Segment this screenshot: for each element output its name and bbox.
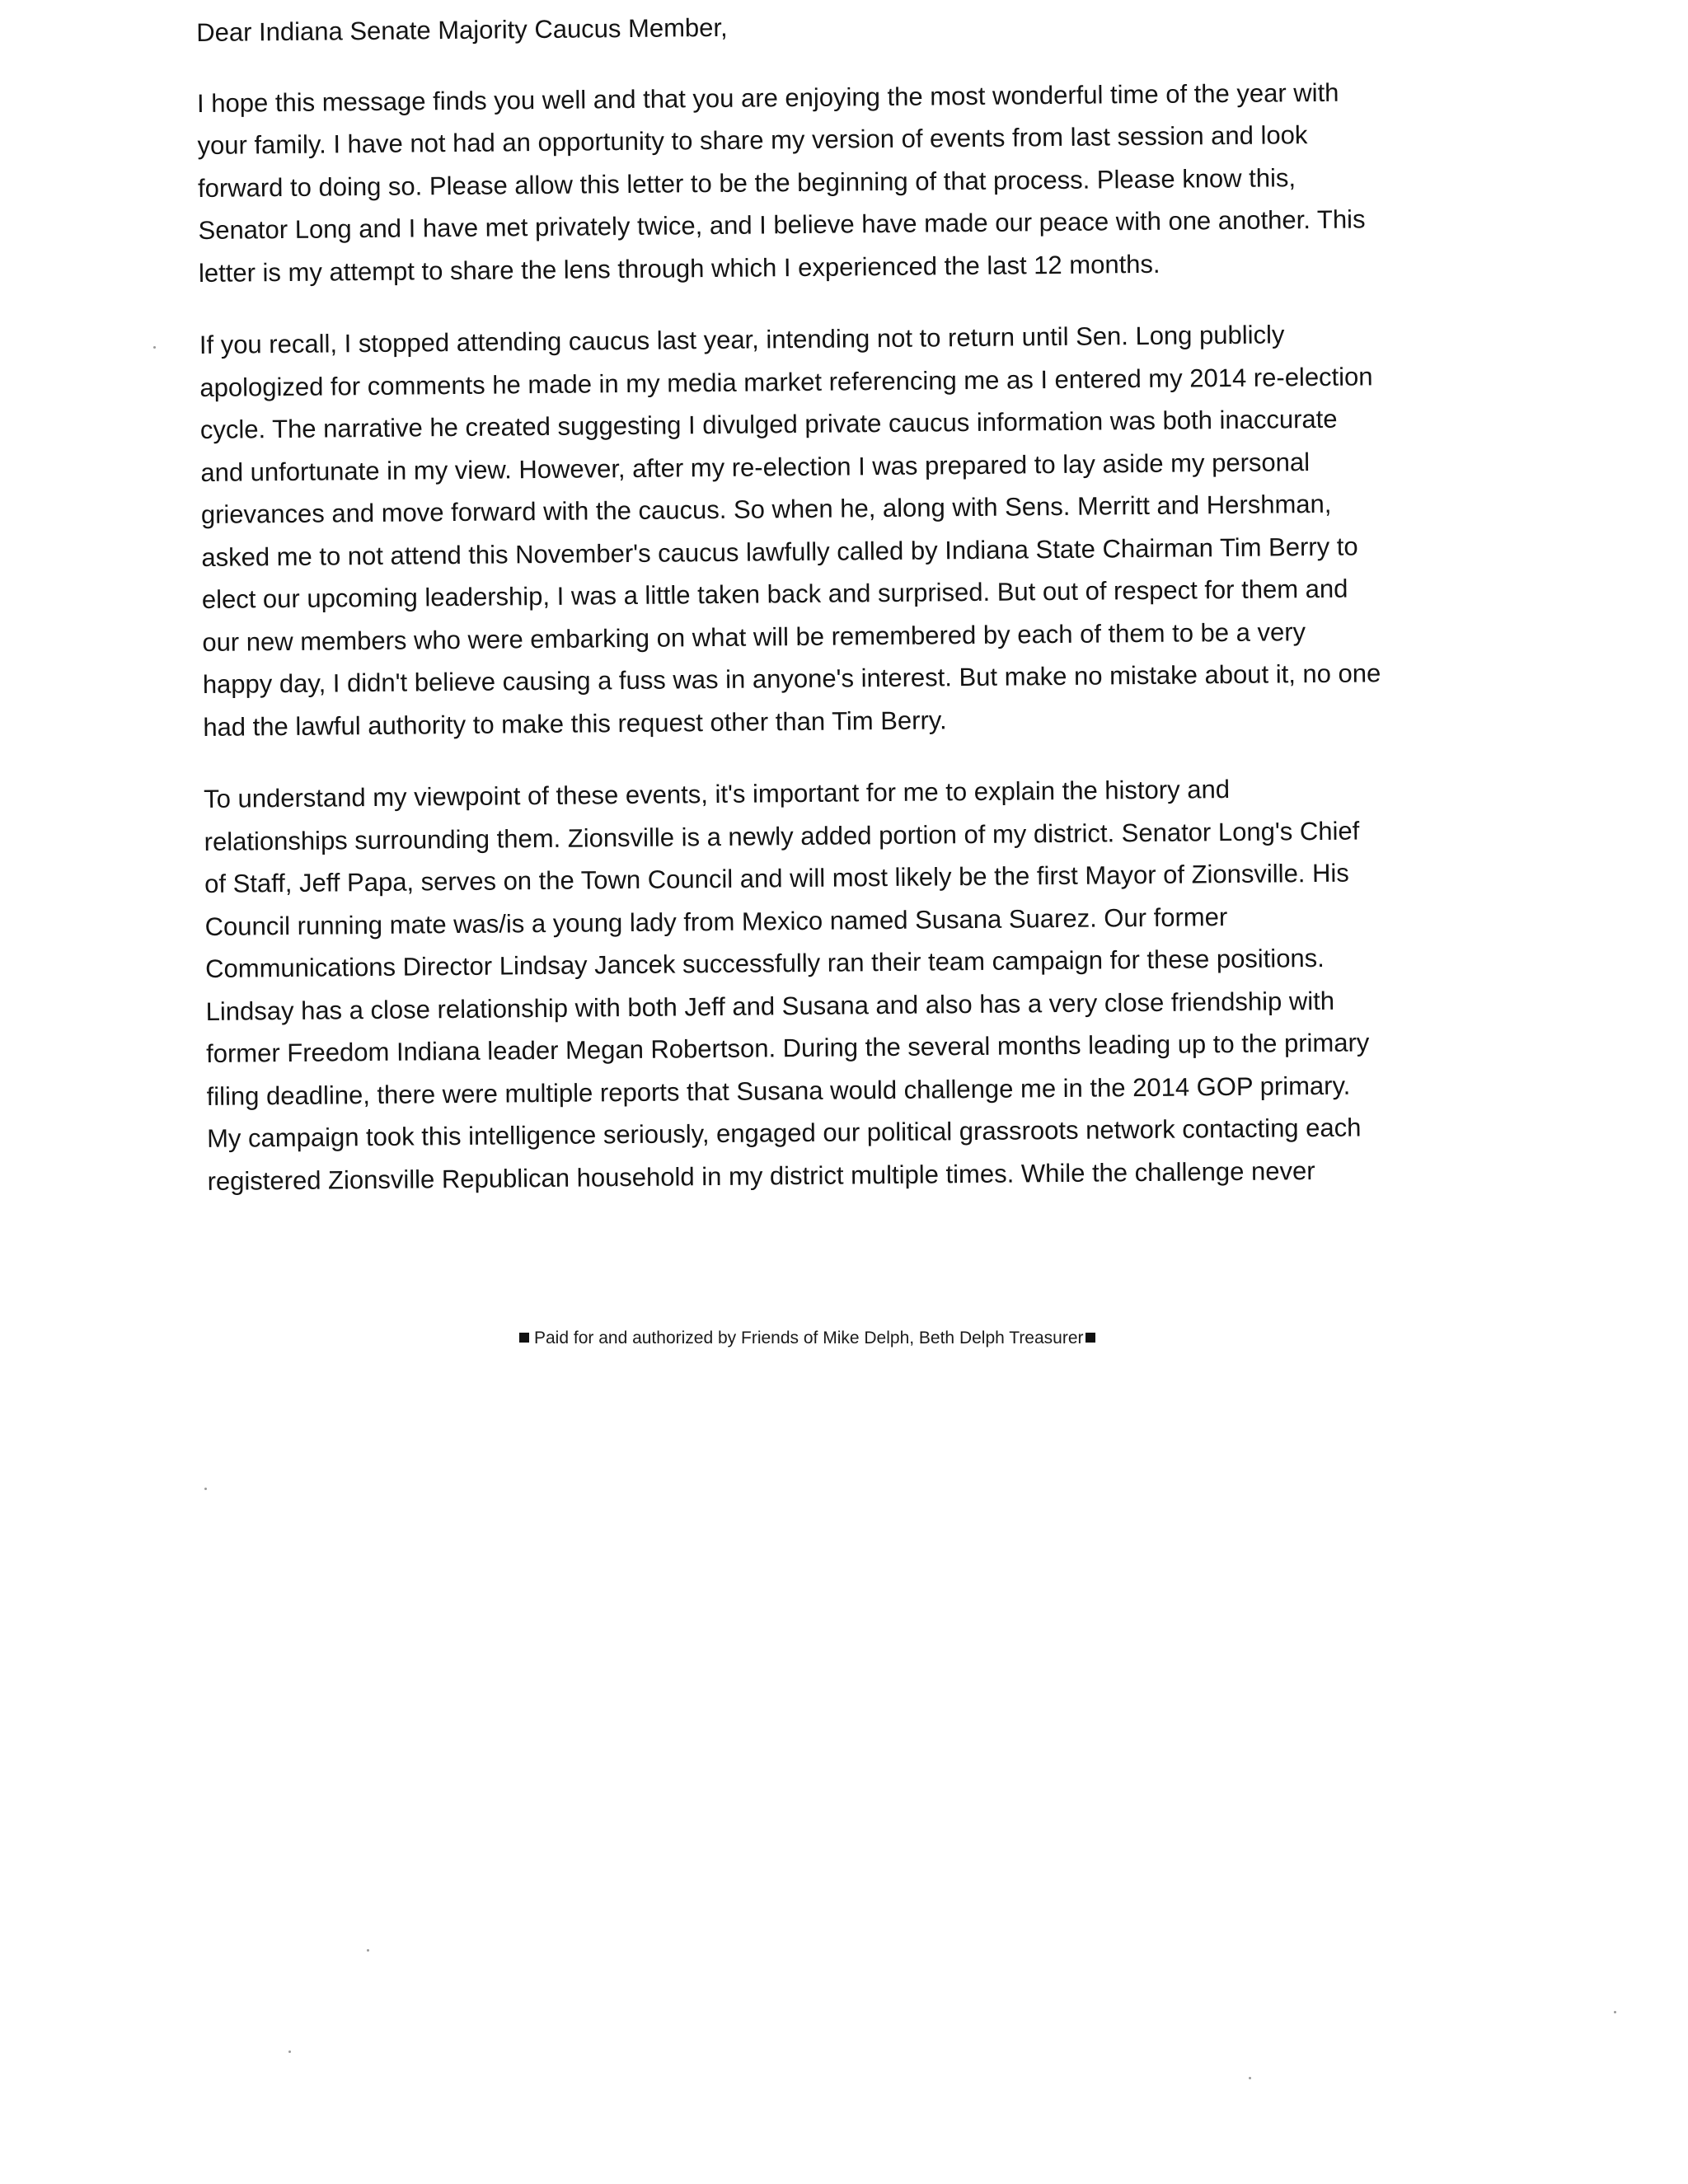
text-line: relationships surrounding them. Zionsville is a newly added portion of my district. Senator Long's Chief (204, 815, 1360, 856)
paragraph-3 (204, 766, 1510, 1202)
square-bullet-icon (1085, 1333, 1095, 1343)
text-line: To understand my viewpoint of these events, it's important for me to explain the history and (204, 775, 1231, 813)
text-line: filing deadline, there were multiple reports that Susana would challenge me in the 2014 GOP primary. (206, 1071, 1351, 1111)
text-line: cycle. The narrative he created suggesting I divulged private caucus information was both inaccurate (199, 404, 1338, 444)
paid-for-disclaimer (519, 1329, 1095, 1348)
text-line: Council running mate was/is a young lady from Mexico named Susana Suarez. Our former (204, 902, 1228, 941)
scan-speck (204, 1488, 207, 1490)
salutation: Dear Indiana Senate Majority Caucus Member, (196, 12, 728, 47)
text-line: happy day, I didn't believe causing a fuss was in anyone's interest. But make no mistake about it, no one (202, 658, 1381, 699)
scan-speck (288, 2050, 291, 2053)
text-line: I hope this message finds you well and that you are enjoying the most wonderful time of the year with (196, 77, 1339, 118)
text-line: My campaign took this intelligence seriously, engaged our political grassroots network contacting each (206, 1113, 1362, 1153)
text-line: elect our upcoming leadership, I was a little taken back and surprised. But out of respect for them and (201, 574, 1348, 614)
text-line: of Staff, Jeff Papa, serves on the Town Council and will most likely be the first Mayor of Zionsville. His (204, 858, 1349, 898)
text-line: registered Zionsville Republican household in my district multiple times. While the challenge never (207, 1155, 1315, 1196)
scan-speck (153, 346, 156, 349)
paragraph-1 (197, 69, 1501, 294)
disclaimer-text: Paid for and authorized by Friends of Mike Delph, Beth Delph Treasurer (534, 1329, 1084, 1347)
text-line: forward to doing so. Please allow this letter to be the beginning of that process. Please know this, (197, 162, 1296, 203)
text-line: letter is my attempt to share the lens through which I experienced the last 12 months. (198, 249, 1160, 288)
scan-speck (1249, 2077, 1251, 2079)
text-line: asked me to not attend this November's caucus lawfully called by Indiana State Chairman Tim Berry to (201, 531, 1358, 572)
text-line: and unfortunate in my view. However, after my re-election I was prepared to lay aside my personal (200, 447, 1311, 487)
scan-speck (367, 1949, 369, 1952)
text-line: Communications Director Lindsay Jancek successfully ran their team campaign for these positions. (204, 943, 1325, 983)
letter-body (196, 0, 1510, 1232)
text-line: your family. I have not had an opportunity to share my version of events from last session and look (197, 120, 1308, 160)
text-line: If you recall, I stopped attending caucus last year, intending not to return until Sen. Long publicly (199, 320, 1285, 359)
text-line: Lindsay has a close relationship with both Jeff and Susana and also has a very close friendship with (205, 986, 1335, 1026)
text-line: had the lawful authority to make this request other than Tim Berry. (203, 705, 947, 742)
scan-speck (1614, 2011, 1616, 2013)
text-line: grievances and move forward with the caucus. So when he, along with Sens. Merritt and Hershman, (200, 489, 1332, 529)
text-line: apologized for comments he made in my media market referencing me as I entered my 2014 re-election (199, 361, 1373, 402)
text-line: Senator Long and I have met privately twice, and I believe have made our peace with one another. This (198, 204, 1366, 245)
square-bullet-icon (519, 1333, 529, 1343)
text-line: former Freedom Indiana leader Megan Robertson. During the several months leading up to the primary (205, 1028, 1370, 1068)
text-line: our new members who were embarking on what will be remembered by each of them to be a very (202, 616, 1306, 657)
paragraph-2 (199, 312, 1506, 748)
